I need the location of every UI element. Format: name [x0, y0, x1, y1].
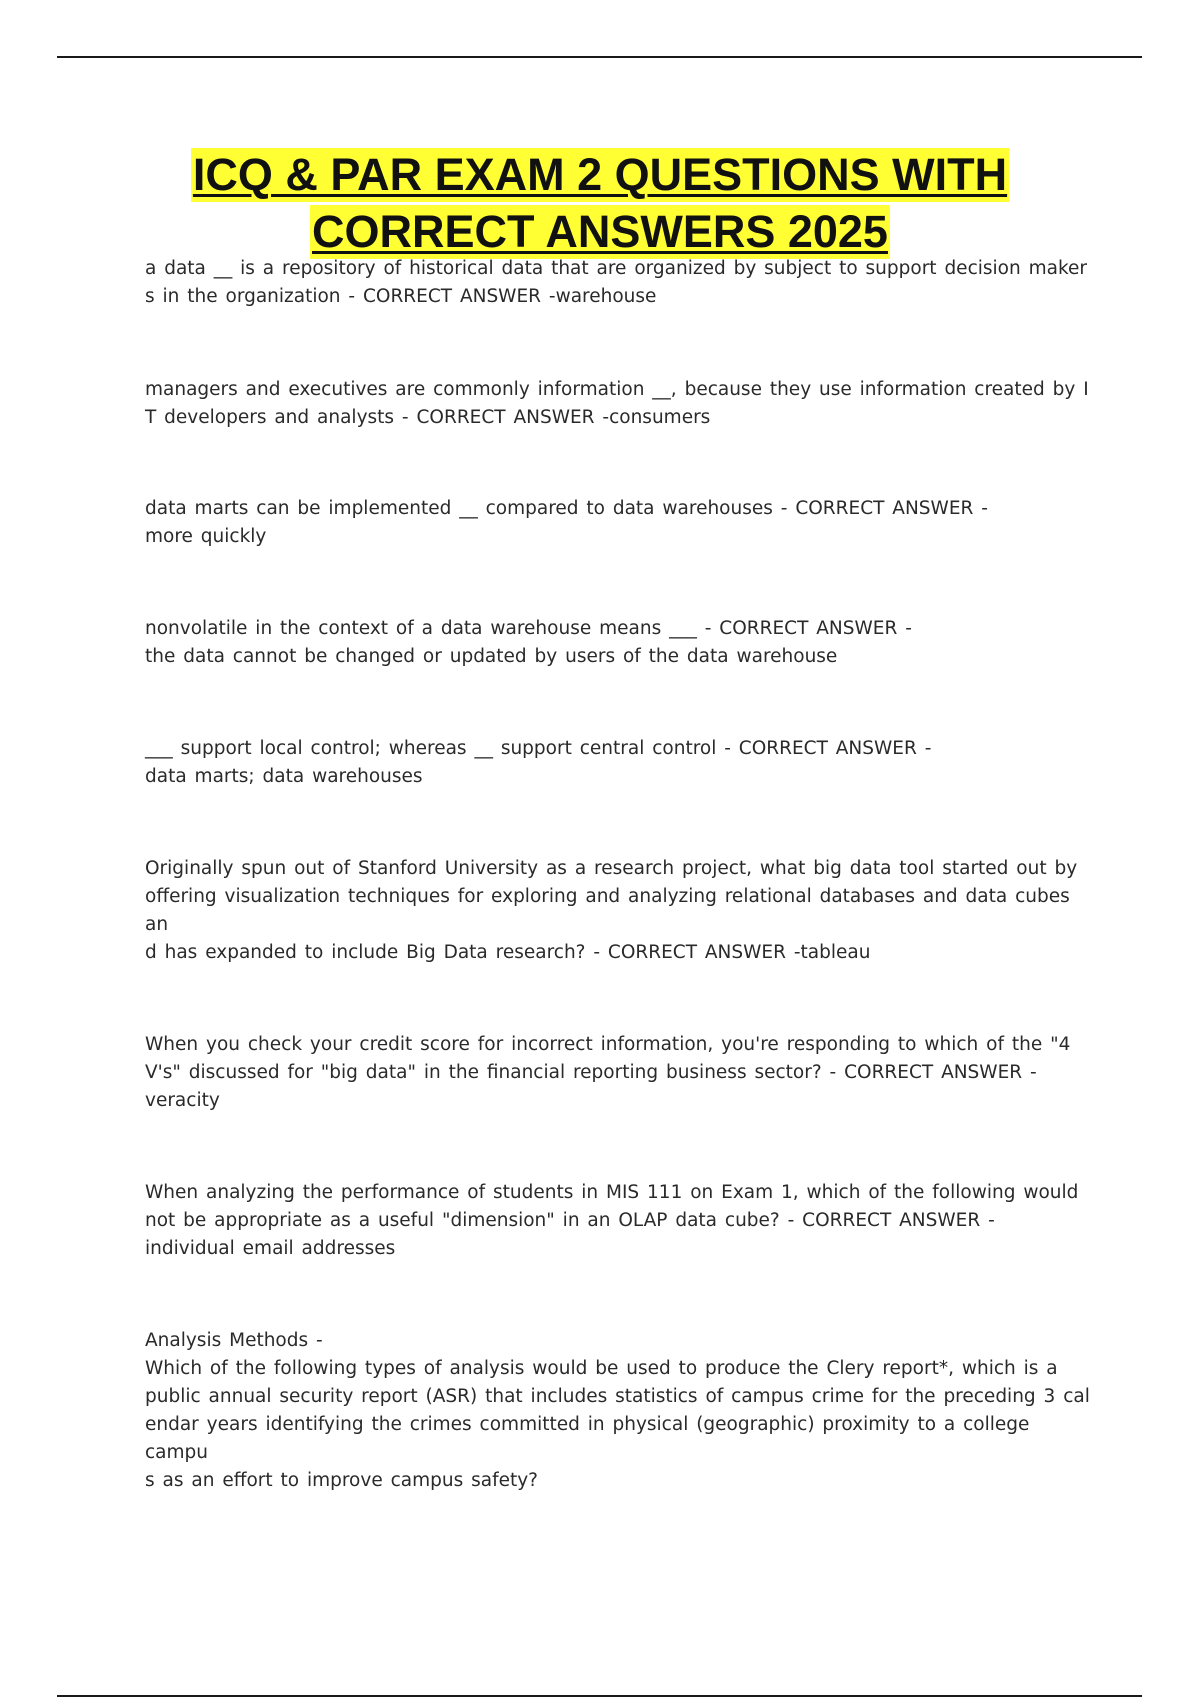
question-item: Analysis Methods - Which of the following types of analysis would be used to produce the Clery report*, which is a public annual security report (ASR) that includes statistics of campus crime for the preceding 3 cal endar years identifying the crimes committed in physical (geographic) proximity to a college campu s as an effort to improve campus safety? [145, 1330, 1090, 1491]
title-line-1: ICQ & PAR EXAM 2 QUESTIONS WITH [192, 149, 1008, 200]
document-title [0, 148, 1200, 262]
question-item: When you check your credit score for incorrect information, you're responding to which of the "4 V's" discussed for "big data" in the financial reporting business sector? - CORRECT ANSWER - veracity [145, 1034, 1071, 1111]
question-item: ___ support local control; whereas __ support central control - CORRECT ANSWER - data marts; data warehouses [145, 738, 932, 787]
title-line-2: CORRECT ANSWERS 2025 [312, 206, 888, 257]
question-item: Originally spun out of Stanford University as a research project, what big data tool started out by offering visualization techniques for exploring and analyzing relational databases and data cubes an d has expanded to include Big Data research? - CORRECT ANSWER -tableau [145, 858, 1078, 963]
bottom-rule [57, 1695, 1142, 1697]
question-item: nonvolatile in the context of a data warehouse means ___ - CORRECT ANSWER - the data cannot be changed or updated by users of the data warehouse [145, 618, 912, 667]
question-item: a data __ is a repository of historical data that are organized by subject to support decision maker s in the organization - CORRECT ANSWER -warehouse [145, 258, 1087, 307]
top-rule [57, 56, 1142, 58]
question-list [145, 255, 1090, 1495]
question-item: When analyzing the performance of students in MIS 111 on Exam 1, which of the following would not be appropriate as a useful "dimension" in an OLAP data cube? - CORRECT ANSWER - individual email addresses [145, 1182, 1079, 1259]
question-item: managers and executives are commonly information __, because they use information created by I T developers and analysts - CORRECT ANSWER -consumers [145, 379, 1089, 428]
question-item: data marts can be implemented __ compared to data warehouses - CORRECT ANSWER - more quickly [145, 498, 988, 547]
